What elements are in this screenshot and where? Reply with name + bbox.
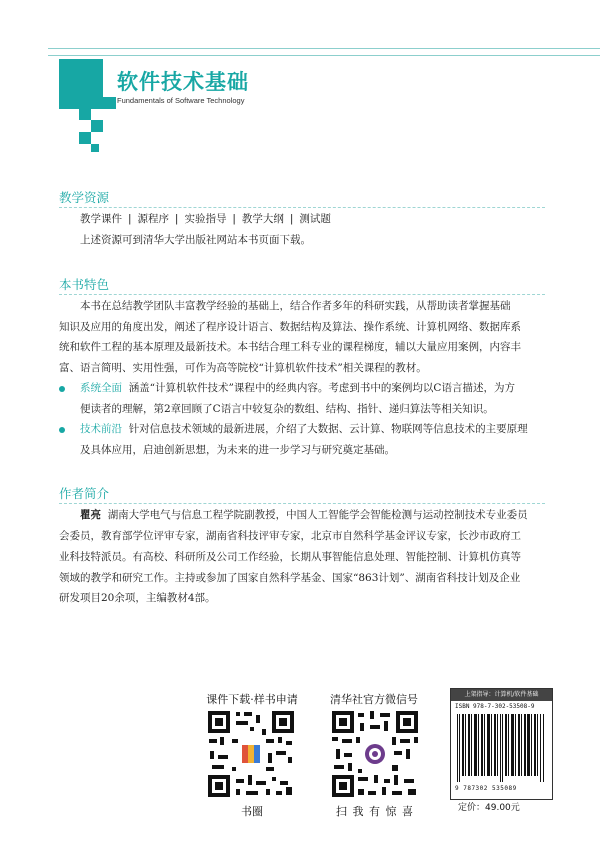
author-bio-line: 会委员，教育部学位评审专家，湖南省科技评审专家，北京市自然科学基金评议专家，长沙市政府工 — [59, 530, 521, 542]
feature-bullet-2 — [80, 420, 572, 439]
feature-label: 技术前沿 — [80, 423, 122, 435]
qr-code-icon[interactable] — [330, 709, 420, 799]
feature-bullet-1 — [80, 379, 572, 398]
feature-text: 针对信息技术领域的最新进展，介绍了大数据、云计算、物联网等信息技术的主要原理 — [128, 423, 528, 435]
features-intro-line: 统和软件工程的基本原理及最新技术。本书结合理工科专业的课程梯度，辅以大量应用案例，内容丰 — [59, 341, 521, 353]
author-bio-line — [59, 506, 572, 525]
qr-label-courseware: 课件下载·样书申请 — [206, 693, 298, 706]
section-divider — [59, 207, 545, 208]
feature-label: 系统全面 — [80, 382, 122, 394]
features-intro-line: 知识及应用的角度出发，阐述了程序设计语言、数据结构及算法、操作系统、计算机网络、数据库系 — [59, 321, 521, 333]
qr-caption-scan: 扫 我 有 惊 喜 — [336, 805, 414, 818]
isbn-barcode-box — [450, 688, 553, 800]
feature-bullet-2-cont: 及具体应用，启迪创新思想，为未来的进一步学习与研究奠定基础。 — [80, 444, 395, 456]
bullet-dot — [59, 427, 65, 433]
shelving-category: 上架指导：计算机/软件基础 — [451, 689, 552, 701]
features-intro-line: 本书在总结教学团队丰富教学经验的基础上，结合作者多年的科研实践，从帮助读者掌握基础 — [80, 300, 511, 312]
features-intro-line: 富、语言简明、实用性强，可作为高等院校“计算机软件技术”相关课程的教材。 — [59, 362, 427, 374]
isbn-number: ISBN 978-7-302-53508-9 — [455, 703, 535, 710]
book-title: 软件技术基础 — [117, 70, 249, 94]
author-bio-line: 业科技特派员。有高校、科研所及公司工作经验，长期从事智能信息处理、智能控制、计算机仿真等 — [59, 551, 521, 563]
qr-code-icon[interactable] — [206, 709, 296, 799]
section-divider — [59, 503, 545, 504]
qr-caption-shuquan: 书圈 — [241, 805, 263, 818]
qr-label-wechat: 清华社官方微信号 — [330, 693, 418, 706]
top-rule-2 — [48, 55, 600, 56]
section-heading-resources: 教学资源 — [59, 190, 110, 205]
resources-list: 教学课件 ❘ 源程序 ❘ 实验指导 ❘ 教学大纲 ❘ 测试题 — [80, 213, 331, 225]
author-bio-text: 湖南大学电气与信息工程学院副教授，中国人工智能学会智能检测与运动控制技术专业委员 — [107, 509, 528, 521]
feature-bullet-1-cont: 便读者的理解，第2章回顾了C语言中较复杂的数组、结构、指针、递归算法等相关知识。 — [80, 403, 494, 415]
feature-text: 涵盖“计算机软件技术”课程中的经典内容。考虑到书中的案例均以C语言描述，为方 — [128, 382, 515, 394]
author-name: 瞿亮 — [80, 509, 101, 521]
book-title-english: Fundamentals of Software Technology — [117, 96, 245, 105]
bullet-dot — [59, 386, 65, 392]
author-bio-line: 研发项目20余项，主编教材4部。 — [59, 592, 216, 604]
section-heading-features: 本书特色 — [59, 277, 110, 292]
section-heading-author: 作者简介 — [59, 486, 110, 501]
barcode-icon — [457, 714, 546, 782]
author-bio-line: 领域的教学和研究工作。主持或参加了国家自然科学基金、国家“863计划”、湖南省科技计划及企业 — [59, 572, 521, 584]
book-price: 定价：49.00元 — [458, 803, 520, 813]
top-rule-1 — [48, 48, 600, 49]
section-divider — [59, 294, 545, 295]
barcode-digits: 9 787302 535089 — [455, 785, 517, 792]
resources-note: 上述资源可到清华大学出版社网站本书页面下载。 — [80, 234, 311, 246]
